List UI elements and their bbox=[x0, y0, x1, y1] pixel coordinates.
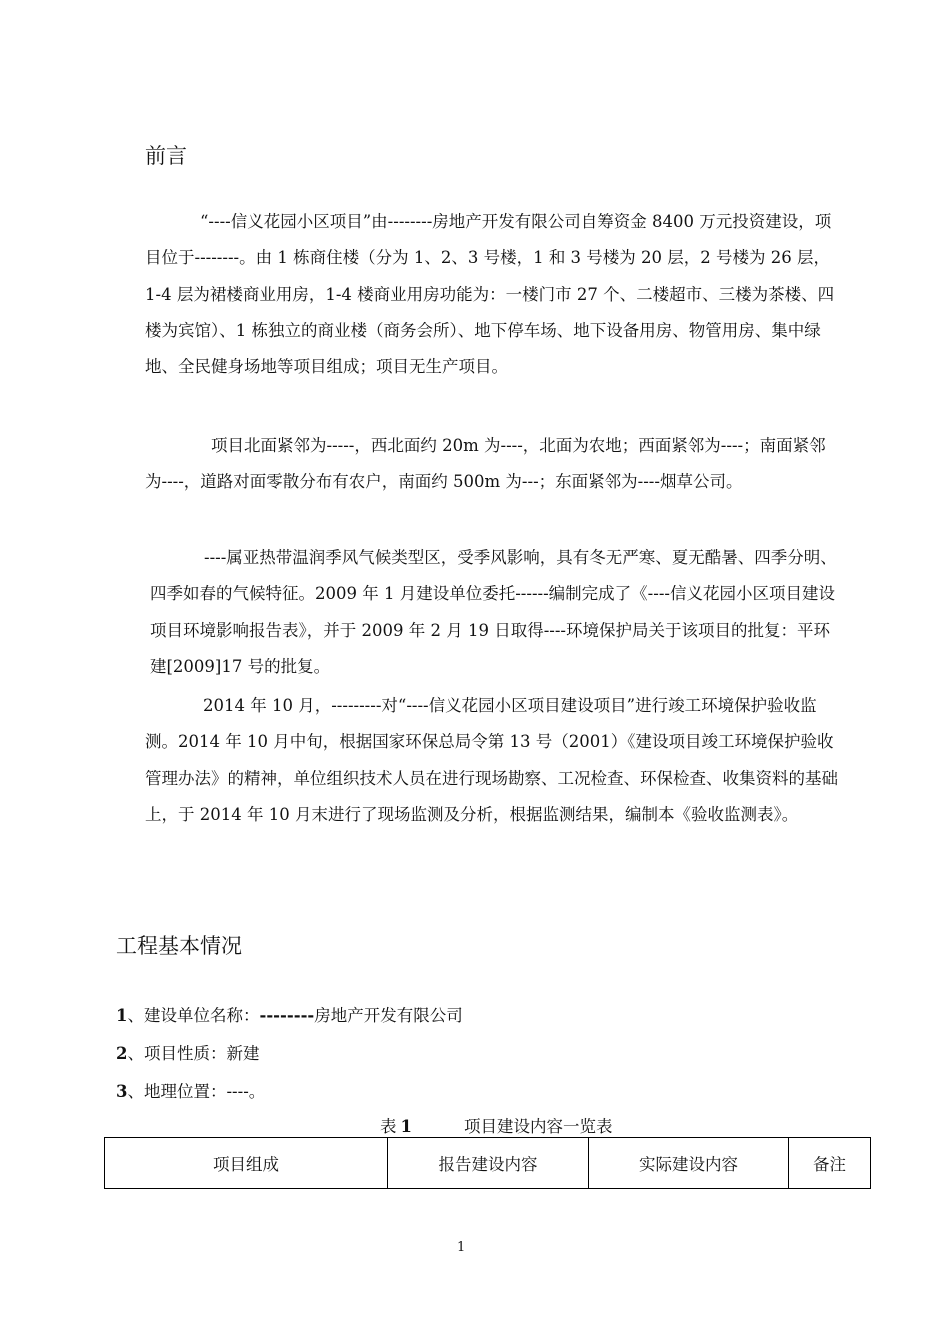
header-actual-content: 实际建设内容 bbox=[589, 1138, 789, 1189]
table-caption bbox=[380, 1113, 612, 1137]
preface-paragraph-2: 项目北面紧邻为-----，西北面约 20m 为----，北面为农地；西面紧邻为----；南面紧邻为----，道路对面零散分布有农户，南面约 500m 为---；东面紧邻为----烟草公司。 bbox=[145, 436, 826, 492]
item-number: 2 bbox=[116, 1044, 128, 1063]
item-value: 房地产开发有限公司 bbox=[314, 1006, 463, 1025]
preface-paragraph-3: ----属亚热带温润季风气候类型区，受季风影响，具有冬无严寒、夏无酷暑、四季分明、四季如春的气候特征。2009 年 1 月建设单位委托------编制完成了《----信义花园小区项目建设项目环境影响报告表》，并于 2009 年 2 月 19 日取得----环境保护局关于该项目的批复：平环建[2009]17 号的批复。 bbox=[150, 548, 837, 676]
item-value: 新建 bbox=[226, 1044, 260, 1063]
table-header-row bbox=[105, 1138, 871, 1189]
project-content-table bbox=[104, 1137, 871, 1189]
info-item-location bbox=[116, 1078, 265, 1102]
item-separator: 、 bbox=[127, 1006, 144, 1025]
caption-number: 1 bbox=[400, 1117, 412, 1136]
header-project-composition: 项目组成 bbox=[105, 1138, 388, 1189]
info-item-builder bbox=[116, 1002, 463, 1026]
preface-heading: 前言 bbox=[145, 144, 187, 168]
item-separator: 、 bbox=[127, 1044, 144, 1063]
basic-info-heading: 工程基本情况 bbox=[116, 934, 242, 958]
header-remarks: 备注 bbox=[789, 1138, 871, 1189]
item-label: 地理位置： bbox=[143, 1082, 227, 1101]
caption-prefix: 表 bbox=[380, 1117, 397, 1136]
item-value: ----。 bbox=[226, 1082, 266, 1101]
item-number: 3 bbox=[116, 1082, 128, 1101]
info-item-nature bbox=[116, 1040, 259, 1064]
preface-paragraph-1: “----信义花园小区项目”由--------房地产开发有限公司自筹资金 8400 万元投资建设，项目位于--------。由 1 栋商住楼（分为 1、2、3 号楼，1 和 3 号楼为 20 层，2 号楼为 26 层，1-4 层为裙楼商业用房，1-4 楼商业用房功能为：一楼门市 27 个、二楼超市、三楼为茶楼、四楼为宾馆）、1 栋独立的商业楼（商务会所）、地下停车场、地下设备用房、物管用房、集中绿地、全民健身场地等项目组成；项目无生产项目。 bbox=[145, 212, 835, 377]
preface-paragraph-4: 2014 年 10 月，---------对“----信义花园小区项目建设项目”进行竣工环境保护验收监测。2014 年 10 月中旬，根据国家环保总局令第 13 号（2001）《建设项目竣工环境保护验收管理办法》的精神，单位组织技术人员在进行现场勘察、工况检查、环保检查、收集资料的基础上，于 2014 年 10 月末进行了现场监测及分析，根据监测结果，编制本《验收监测表》。 bbox=[145, 696, 838, 824]
item-separator: 、 bbox=[127, 1082, 144, 1101]
caption-title: 项目建设内容一览表 bbox=[463, 1117, 613, 1136]
header-reported-content: 报告建设内容 bbox=[388, 1138, 589, 1189]
item-label: 建设单位名称： bbox=[143, 1006, 260, 1025]
page-number: 1 bbox=[457, 1240, 466, 1255]
item-value-bold: -------- bbox=[259, 1006, 315, 1025]
item-label: 项目性质： bbox=[143, 1044, 227, 1063]
item-number: 1 bbox=[116, 1006, 128, 1025]
